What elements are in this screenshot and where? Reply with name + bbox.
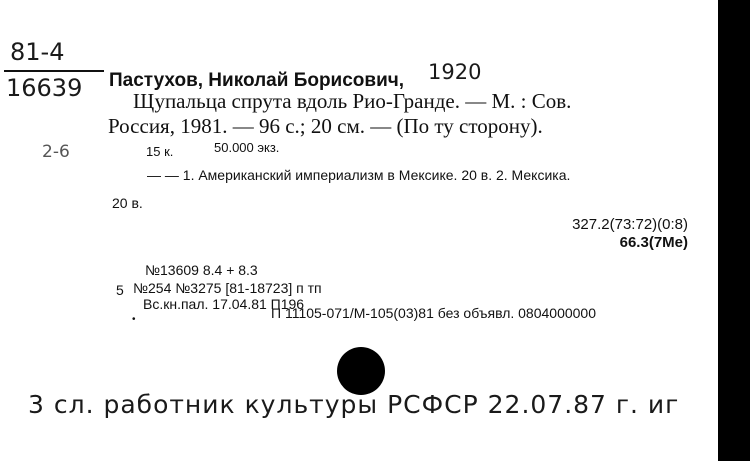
- handwritten-footer-note: 3 сл. работник культуры РСФСР 22.07.87 г. иг: [28, 390, 680, 419]
- call-number-bottom: 16639: [6, 74, 83, 102]
- title-line-2: Россия, 1981. — 96 с.; 20 см. — (По ту сторону).: [108, 114, 543, 138]
- subject-tracing-line-1: — — 1. Американский империализм в Мексике. 20 в. 2. Мексика.: [147, 167, 571, 183]
- technical-line-2: №254 №3275 [81-18723] п тп: [133, 280, 322, 296]
- bbk-code: 66.3(7Ме): [619, 234, 688, 251]
- call-number-top: 81-4: [10, 38, 65, 66]
- price: 15 к.: [146, 144, 174, 159]
- technical-line-4: П 11105-071/М-105(03)81 без объявл. 0804000000: [271, 305, 597, 321]
- pencil-mark: 2-6: [42, 142, 70, 162]
- punch-hole: [337, 347, 385, 395]
- technical-line-3: Вс.кн.пал. 17.04.81 П196: [143, 296, 305, 312]
- author-heading: Пастухов, Николай Борисович,: [109, 70, 405, 91]
- call-number-divider: [4, 70, 104, 72]
- technical-line-2-prefix: 5: [116, 282, 124, 298]
- udc-code: 327.2(73:72)(0:8): [572, 216, 688, 233]
- author-birth-year: 1920: [428, 60, 482, 84]
- print-run: 50.000 экз.: [214, 140, 280, 155]
- technical-line-4-bullet: •: [132, 314, 136, 325]
- technical-line-1: №13609 8.4 + 8.3: [145, 262, 258, 278]
- title-line-1: Щупальца спрута вдоль Рио-Гранде. — М. : Сов.: [133, 89, 572, 113]
- subject-tracing-line-2: 20 в.: [112, 195, 143, 211]
